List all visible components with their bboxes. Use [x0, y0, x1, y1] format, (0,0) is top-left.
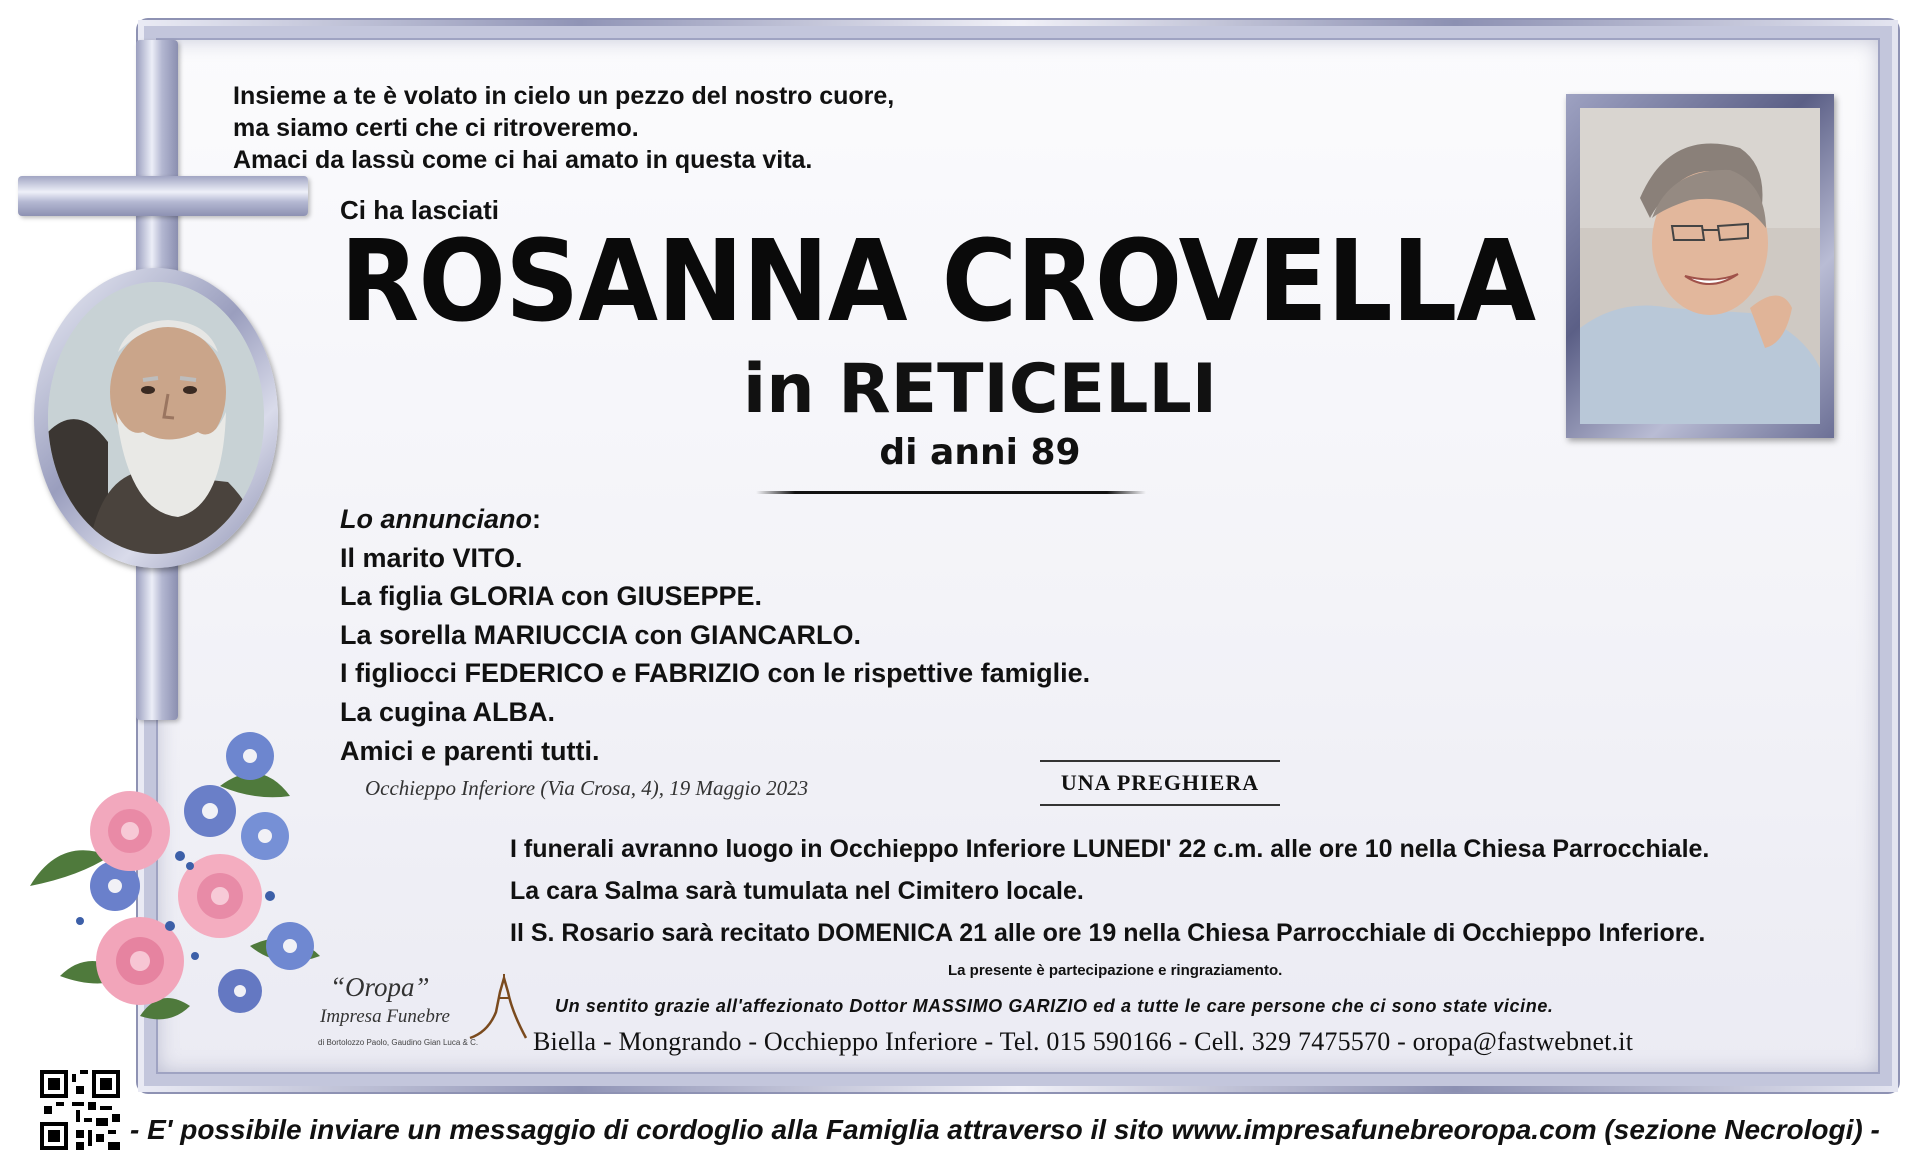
divider — [756, 491, 1146, 494]
saint-portrait-image — [48, 282, 264, 554]
announcement-line: Il marito VITO. — [340, 542, 523, 573]
mountain-sanctuary-icon — [468, 972, 528, 1042]
verse-line: Insieme a te è volato in cielo un pezzo del nostro cuore, — [233, 82, 895, 110]
condolence-message: - E' possibile inviare un messaggio di cordoglio alla Famiglia attraverso il sito www.impresafunebreoropa.com (sezione Necrologi) - — [130, 1114, 1880, 1145]
participation-note: La presente è partecipazione e ringraziamento. — [948, 962, 1283, 979]
verse-line: ma siamo certi che ci ritroveremo. — [233, 114, 639, 142]
deceased-photo-image — [1580, 108, 1820, 424]
verse — [233, 80, 894, 176]
announcement-colon: : — [532, 504, 541, 534]
funeral-info — [510, 828, 1709, 954]
funeral-home-contacts: Biella - Mongrando - Occhieppo Inferiore - Tel. 015 590166 - Cell. 329 7475570 - oropa@fastwebnet.it — [533, 1027, 1634, 1056]
deceased-photo — [1580, 108, 1820, 424]
funeral-line: La cara Salma sarà tumulata nel Cimitero locale. — [510, 877, 1084, 905]
verse-line: Amaci da lassù come ci hai amato in questa vita. — [233, 146, 813, 174]
cross-horizontal-beam — [18, 176, 308, 216]
flower-bouquet-icon — [20, 716, 350, 1046]
prayer-link[interactable]: UNA PREGHIERA — [1040, 760, 1280, 806]
qr-code[interactable] — [40, 1070, 120, 1150]
announcement-label: Lo annunciano — [340, 504, 532, 534]
logo-brand: “Oropa” — [330, 972, 430, 1002]
funeral-line: Il S. Rosario sarà recitato DOMENICA 21 alle ore 19 nella Chiesa Parrocchiale di Occhieppo Inferiore. — [510, 919, 1706, 947]
logo-subtitle: Impresa Funebre — [320, 1006, 450, 1027]
announcement-line: La sorella MARIUCCIA con GIANCARLO. — [340, 619, 862, 650]
announcement — [340, 500, 1090, 770]
logo-owners: di Bortolozzo Paolo, Gaudino Gian Luca & C. — [318, 1038, 479, 1047]
saint-portrait — [48, 282, 264, 554]
deceased-age: di anni 89 — [879, 432, 1081, 473]
married-name: in RETICELLI — [742, 350, 1218, 429]
announcement-line: La cugina ALBA. — [340, 696, 556, 727]
funeral-line: I funerali avranno luogo in Occhieppo Inferiore LUNEDI' 22 c.m. alle ore 10 nella Chiesa Parrocchiale. — [510, 835, 1710, 863]
deceased-name: ROSANNA CROVELLA — [340, 217, 1536, 347]
place-date: Occhieppo Inferiore (Via Crosa, 4), 19 Maggio 2023 — [365, 776, 809, 800]
announcement-line: I figliocci FEDERICO e FABRIZIO con le rispettive famiglie. — [340, 658, 1091, 689]
thanks-note: Un sentito grazie all'affezionato Dottor MASSIMO GARIZIO ed a tutte le care persone che ci sono state vicine. — [555, 996, 1554, 1016]
announcement-line: La figlia GLORIA con GIUSEPPE. — [340, 581, 763, 612]
intro-text: Ci ha lasciati — [340, 195, 499, 225]
announcement-line: Amici e parenti tutti. — [340, 735, 600, 766]
